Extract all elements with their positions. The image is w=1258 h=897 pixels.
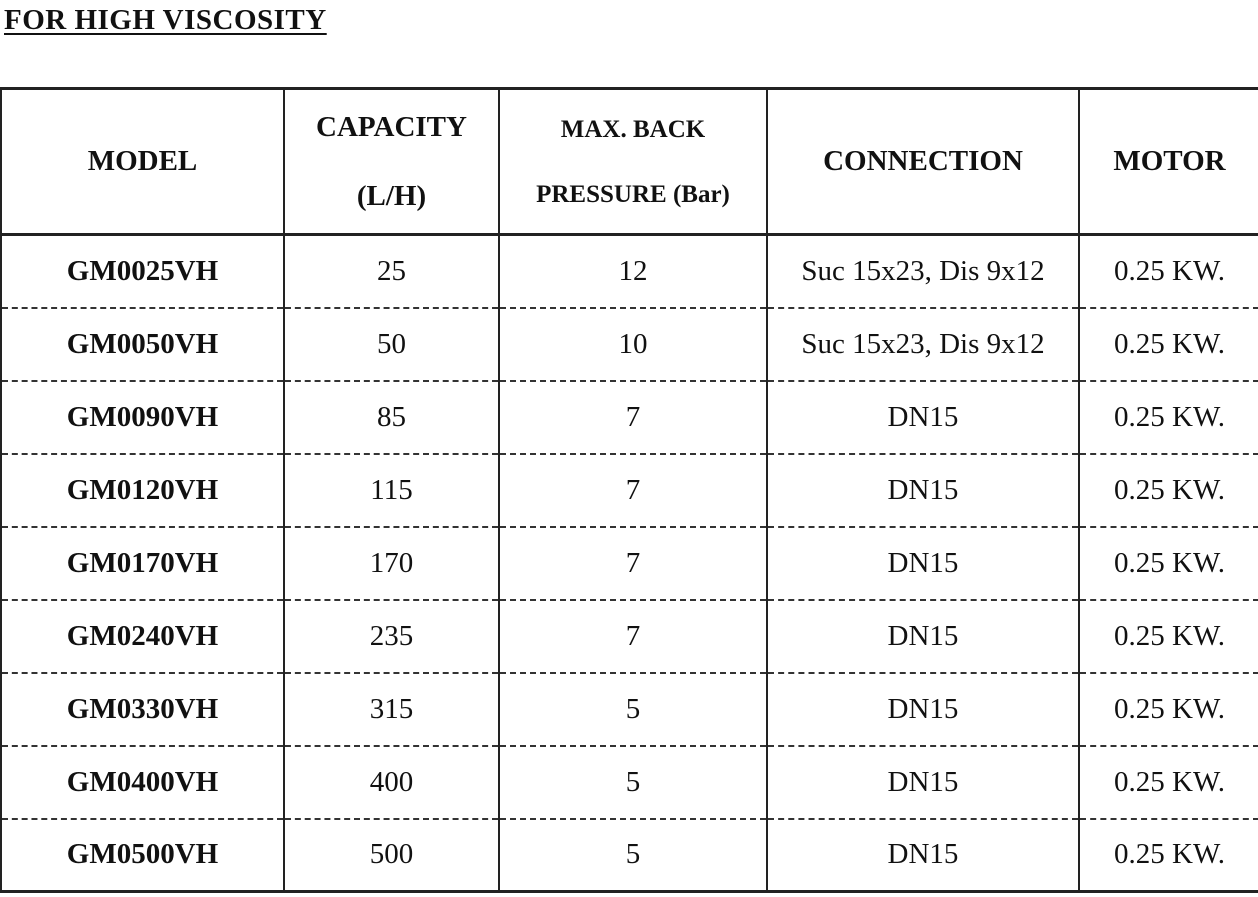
cell-model: GM0240VH: [1, 600, 284, 673]
cell-capacity: 315: [284, 673, 499, 746]
cell-connection: DN15: [767, 454, 1079, 527]
header-capacity-line2: (L/H): [356, 179, 427, 212]
cell-model: GM0025VH: [1, 235, 284, 308]
header-motor: MOTOR: [1079, 89, 1258, 235]
cell-connection: DN15: [767, 673, 1079, 746]
cell-pressure: 7: [499, 600, 767, 673]
cell-pressure: 10: [499, 308, 767, 381]
cell-model: GM0090VH: [1, 381, 284, 454]
table-row: [1, 600, 1258, 673]
table-row: [1, 308, 1258, 381]
cell-motor: 0.25 KW.: [1079, 673, 1258, 746]
header-model: MODEL: [1, 89, 284, 235]
cell-motor: 0.25 KW.: [1079, 600, 1258, 673]
table-row: [1, 746, 1258, 819]
cell-pressure: 5: [499, 673, 767, 746]
cell-pressure: 12: [499, 235, 767, 308]
table-row: [1, 673, 1258, 746]
cell-pressure: 7: [499, 527, 767, 600]
cell-motor: 0.25 KW.: [1079, 819, 1258, 892]
cell-capacity: 235: [284, 600, 499, 673]
cell-capacity: 170: [284, 527, 499, 600]
header-connection: CONNECTION: [767, 89, 1079, 235]
cell-pressure: 7: [499, 381, 767, 454]
table-row: [1, 235, 1258, 308]
cell-connection: Suc 15x23, Dis 9x12: [767, 308, 1079, 381]
cell-model: GM0050VH: [1, 308, 284, 381]
header-row: [1, 89, 1258, 235]
table-row: [1, 819, 1258, 892]
cell-capacity: 85: [284, 381, 499, 454]
cell-model: GM0120VH: [1, 454, 284, 527]
cell-motor: 0.25 KW.: [1079, 454, 1258, 527]
cell-pressure: 7: [499, 454, 767, 527]
cell-model: GM0170VH: [1, 527, 284, 600]
cell-connection: DN15: [767, 819, 1079, 892]
cell-capacity: 400: [284, 746, 499, 819]
cell-capacity: 500: [284, 819, 499, 892]
cell-model: GM0400VH: [1, 746, 284, 819]
header-capacity-spacer: [285, 142, 498, 182]
header-pressure: [499, 89, 767, 235]
header-capacity: [284, 89, 499, 235]
cell-motor: 0.25 KW.: [1079, 381, 1258, 454]
cell-capacity: 25: [284, 235, 499, 308]
cell-capacity: 50: [284, 308, 499, 381]
table-row: [1, 454, 1258, 527]
page-title: FOR HIGH VISCOSITY: [4, 4, 327, 36]
header-pressure-line1: MAX. BACK: [560, 115, 706, 143]
cell-motor: 0.25 KW.: [1079, 235, 1258, 308]
cell-model: GM0330VH: [1, 673, 284, 746]
header-pressure-spacer: [500, 142, 766, 182]
cell-pressure: 5: [499, 819, 767, 892]
cell-connection: DN15: [767, 527, 1079, 600]
cell-connection: DN15: [767, 381, 1079, 454]
header-pressure-line2: PRESSURE (Bar): [536, 180, 730, 208]
cell-motor: 0.25 KW.: [1079, 746, 1258, 819]
cell-connection: DN15: [767, 746, 1079, 819]
cell-capacity: 115: [284, 454, 499, 527]
cell-motor: 0.25 KW.: [1079, 527, 1258, 600]
table-row: [1, 527, 1258, 600]
spec-table: [0, 87, 1258, 893]
cell-model: GM0500VH: [1, 819, 284, 892]
table-row: [1, 381, 1258, 454]
cell-pressure: 5: [499, 746, 767, 819]
header-capacity-line1: CAPACITY: [316, 110, 467, 143]
cell-motor: 0.25 KW.: [1079, 308, 1258, 381]
cell-connection: Suc 15x23, Dis 9x12: [767, 235, 1079, 308]
cell-connection: DN15: [767, 600, 1079, 673]
